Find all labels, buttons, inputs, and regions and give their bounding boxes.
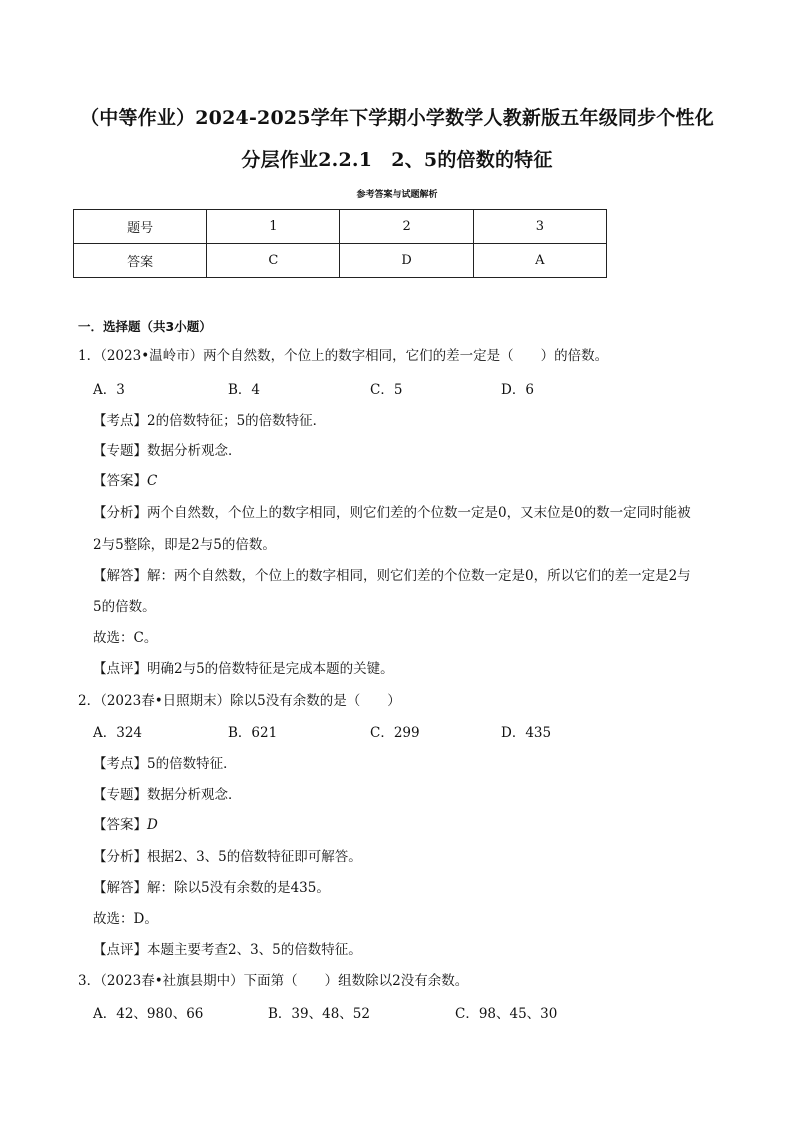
question-3-option-b: B．39、48、52 [268,1006,370,1022]
question-2-dianping [93,941,362,959]
question-1-selection: 故选：C。 [93,630,158,646]
table-cell: 2 [340,210,473,244]
question-2-fenxi [93,848,362,866]
question-2-zhuanti [93,786,242,804]
jieda-tag: 【解答】 [93,880,147,896]
table-cell: C [207,244,340,278]
fenxi-tag: 【分析】 [93,849,147,865]
answer-tag: 【答案】 [93,473,147,489]
question-1-option-c: C．5 [370,382,403,398]
question-1-option-b: B．4 [228,382,261,398]
kaodian-tag: 【考点】 [93,756,147,772]
kaodian-tag: 【考点】 [93,413,147,429]
jieda-text: 解：除以5没有余数的是435。 [147,880,330,896]
jieda-text: 解：两个自然数，个位上的数字相同，则它们差的个位数一定是0，所以它们的差一定是2与 [147,568,691,584]
question-2-answer [93,816,158,834]
zhuanti-text: 数据分析观念． [147,443,242,459]
table-header-cell: 题号 [74,210,207,244]
section-heading: 一．选择题（共3小题） [78,319,212,334]
kaodian-text: 5的倍数特征． [147,756,237,772]
answer-text: C [147,473,158,489]
question-1-jieda-line-1 [93,567,691,585]
dianping-text: 明确2与5的倍数特征是完成本题的关键。 [147,661,394,677]
question-1-kaodian [93,412,326,430]
question-2-selection: 故选：D。 [93,911,158,927]
table-cell: A [473,244,606,278]
question-1-option-a: A．3 [93,382,125,398]
question-2-option-a: A．324 [93,725,143,741]
zhuanti-text: 数据分析观念． [147,787,242,803]
kaodian-text: 2的倍数特征；5的倍数特征． [147,413,327,429]
question-1-dianping [93,660,394,678]
table-header-cell: 答案 [74,244,207,278]
zhuanti-tag: 【专题】 [93,787,147,803]
question-2-option-b: B．621 [228,725,278,741]
answer-tag: 【答案】 [93,817,147,833]
fenxi-text: 根据2、3、5的倍数特征即可解答。 [147,849,362,865]
dianping-text: 本题主要考查2、3、5的倍数特征。 [147,942,362,958]
answer-text: D [147,817,158,833]
zhuanti-tag: 【专题】 [93,443,147,459]
answer-table-row-answer [74,244,607,278]
fenxi-text: 两个自然数，个位上的数字相同，则它们差的个位数一定是0，又末位是0的数一定同时能被 [147,505,691,521]
question-3-stem: 3．（2023春•社旗县期中）下面第（ ）组数除以2没有余数。 [78,973,469,989]
question-1-zhuanti [93,442,242,460]
question-2-kaodian [93,755,237,773]
question-2-jieda [93,879,330,897]
document-title-line-1: （中等作业）2024-2025学年下学期小学数学人教新版五年级同步个性化 [80,107,714,129]
dianping-tag: 【点评】 [93,661,147,677]
jieda-tag: 【解答】 [93,568,147,584]
question-1-answer [93,472,157,490]
answer-key-subtitle: 参考答案与试题解析 [356,190,438,200]
question-1-jieda-line-2: 5的倍数。 [93,599,156,615]
question-1-fenxi-line-1 [93,504,691,522]
document-title-line-2: 分层作业2.2.1 2、5的倍数的特征 [241,149,553,171]
question-2-option-d: D．435 [501,725,552,741]
table-cell: D [340,244,473,278]
question-2-option-c: C．299 [370,725,420,741]
table-cell: 1 [207,210,340,244]
question-3-option-c: C．98、45、30 [455,1006,558,1022]
question-1-option-d: D．6 [501,382,534,398]
question-1-fenxi-line-2: 2与5整除，即是2与5的倍数。 [93,537,276,553]
table-cell: 3 [473,210,606,244]
dianping-tag: 【点评】 [93,942,147,958]
question-2-stem: 2．（2023春•日照期末）除以5没有余数的是（ ） [78,693,401,709]
answer-table [73,209,607,278]
fenxi-tag: 【分析】 [93,505,147,521]
answer-table-row-number [74,210,607,244]
question-1-stem: 1．（2023•温岭市）两个自然数，个位上的数字相同，它们的差一定是（ ）的倍数。 [78,348,609,364]
question-3-option-a: A．42、980、66 [93,1006,204,1022]
